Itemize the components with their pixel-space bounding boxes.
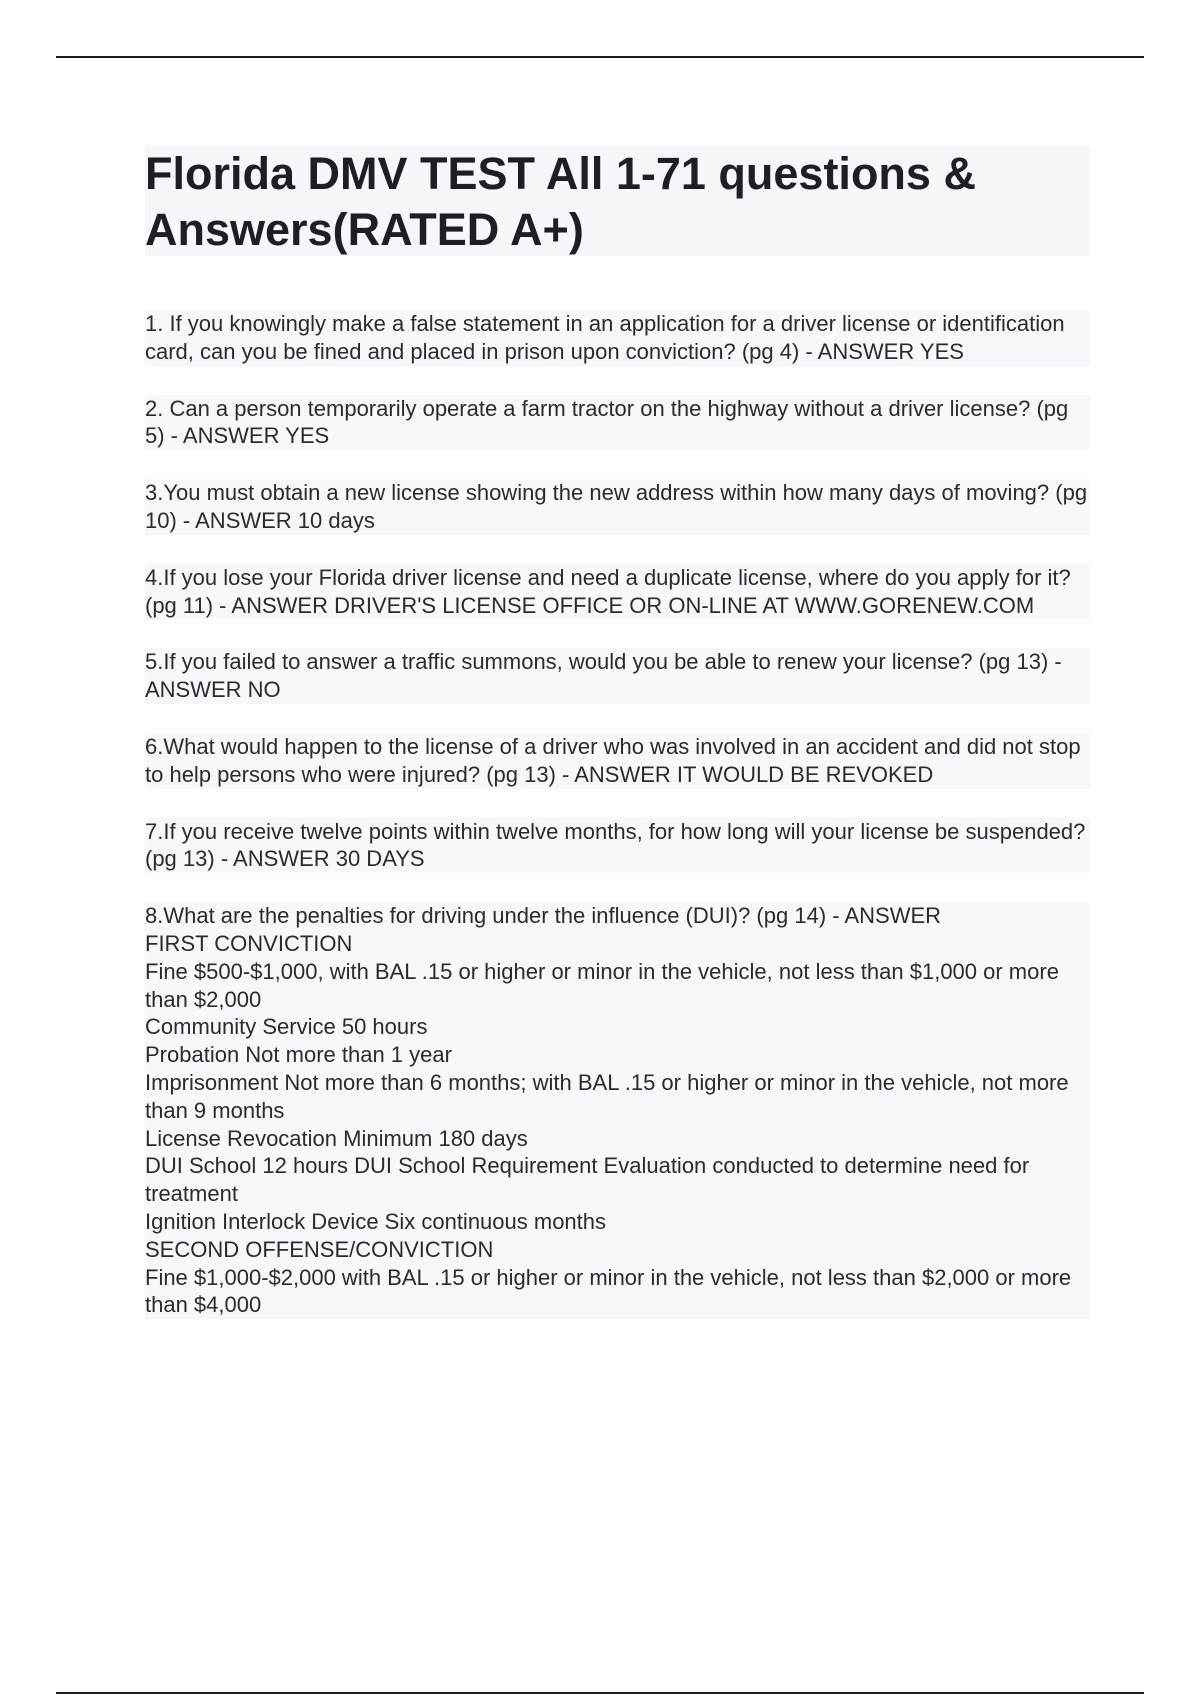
qa-item-6: [145, 733, 1090, 789]
qa-text: 5.If you failed to answer a traffic summons, would you be able to renew your license? (pg 13) - ANSWER NO: [145, 649, 1062, 703]
dui-line: DUI School 12 hours DUI School Requirement Evaluation conducted to determine need for treatment: [145, 1153, 1030, 1207]
dui-line: Fine $1,000-$2,000 with BAL .15 or higher or minor in the vehicle, not less than $2,000 or more than $4,000: [145, 1264, 1072, 1318]
dui-line: SECOND OFFENSE/CONVICTION: [145, 1236, 494, 1262]
dui-line: Probation Not more than 1 year: [145, 1042, 452, 1068]
qa-text: 3.You must obtain a new license showing the new address within how many days of moving? (pg 10) - ANSWER 10 days: [145, 480, 1088, 533]
qa-text: 6.What would happen to the license of a driver who was involved in an accident and did not stop to help persons who were injured? (pg 13) - ANSWER IT WOULD BE REVOKED: [145, 733, 1081, 787]
qa-item-2: [145, 395, 1090, 451]
qa-text: 7.If you receive twelve points within twelve months, for how long will your license be suspended? (pg 13) - ANSWER 30 DAYS: [145, 818, 1086, 872]
qa-item-8-dui-penalties: [145, 902, 1090, 1319]
qa-item-4: [145, 564, 1090, 620]
dui-line: Imprisonment Not more than 6 months; with BAL .15 or higher or minor in the vehicle, not more than 9 months: [145, 1069, 1069, 1123]
dui-line: 8.What are the penalties for driving under the influence (DUI)? (pg 14) - ANSWER: [145, 903, 942, 929]
qa-item-5: [145, 648, 1090, 704]
dui-line: Fine $500-$1,000, with BAL .15 or higher or minor in the vehicle, not less than $1,000 or more than $2,000: [145, 958, 1059, 1012]
qa-list: [145, 310, 1090, 1348]
dui-line: License Revocation Minimum 180 days: [145, 1125, 528, 1151]
qa-text: 1. If you knowingly make a false statement in an application for a driver license or identification card, can you be fined and placed in prison upon conviction? (pg 4) - ANSWER YES: [145, 311, 1065, 364]
qa-text: 2. Can a person temporarily operate a farm tractor on the highway without a driver license? (pg 5) - ANSWER YES: [145, 395, 1069, 449]
document-title: Florida DMV TEST All 1-71 questions & Answers(RATED A+): [145, 148, 976, 255]
title-block: [145, 146, 1090, 256]
qa-text: 4.If you lose your Florida driver license and need a duplicate license, where do you apply for it? (pg 11) - ANSWER DRIVER'S LICENSE OFFICE OR ON-LINE AT WWW.GORENEW.COM: [145, 564, 1071, 618]
qa-item-3: [145, 479, 1090, 535]
qa-item-1: [145, 310, 1090, 366]
dui-line: FIRST CONVICTION: [145, 930, 353, 956]
qa-item-7: [145, 818, 1090, 874]
bottom-rule: [56, 1692, 1144, 1694]
dui-line: Community Service 50 hours: [145, 1014, 428, 1040]
dui-line: Ignition Interlock Device Six continuous months: [145, 1208, 607, 1234]
top-rule: [56, 56, 1144, 58]
